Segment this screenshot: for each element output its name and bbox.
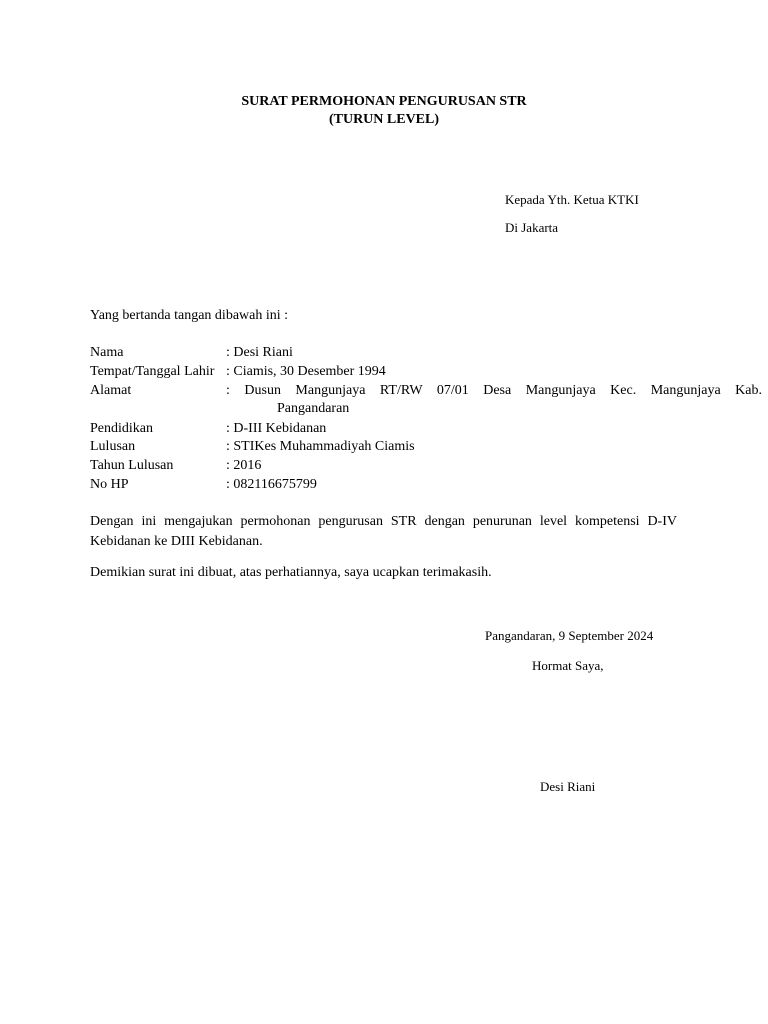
request-paragraph-line: Kebidanan ke DIII Kebidanan. [90,534,263,549]
letter-title: SURAT PERMOHONAN PENGURUSAN STR [241,94,527,109]
field-label: Tahun Lulusan [90,458,174,473]
field-label: Pendidikan [90,421,153,436]
field-label: Tempat/Tanggal Lahir [90,364,215,379]
field-value: : 2016 [226,458,262,473]
closing-paragraph: Demikian surat ini dibuat, atas perhatiannya, saya ucapkan terimakasih. [90,565,492,580]
field-value: : STIKes Muhammadiyah Ciamis [226,439,415,454]
field-label: Lulusan [90,439,136,454]
recipient-line: Kepada Yth. Ketua KTKI [505,192,639,207]
letter-subtitle: (TURUN LEVEL) [328,112,440,127]
field-label: Nama [90,345,124,360]
field-value: : Dusun Mangunjaya RT/RW 07/01 Desa Mangunjaya Kec. Mangunjaya Kab. [226,383,762,398]
opening-sentence: Yang bertanda tangan dibawah ini : [90,308,289,323]
field-value-continuation: Pangandaran [277,401,350,416]
request-paragraph [90,512,677,552]
field-label: No HP [90,477,129,492]
signatory-name: Desi Riani [540,779,596,794]
salutation: Hormat Saya, [532,658,604,673]
place-date: Pangandaran, 9 September 2024 [485,628,654,643]
field-value: : D-III Kebidanan [226,421,327,436]
field-label: Alamat [90,383,132,398]
request-paragraph-line: Dengan ini mengajukan permohonan pengurusan STR dengan penurunan level kompetensi D-IV [90,514,677,529]
field-value: : Desi Riani [226,345,293,360]
recipient-location: Di Jakarta [505,220,559,235]
field-value: : 082116675799 [226,477,317,492]
field-value: : Ciamis, 30 Desember 1994 [226,364,386,379]
